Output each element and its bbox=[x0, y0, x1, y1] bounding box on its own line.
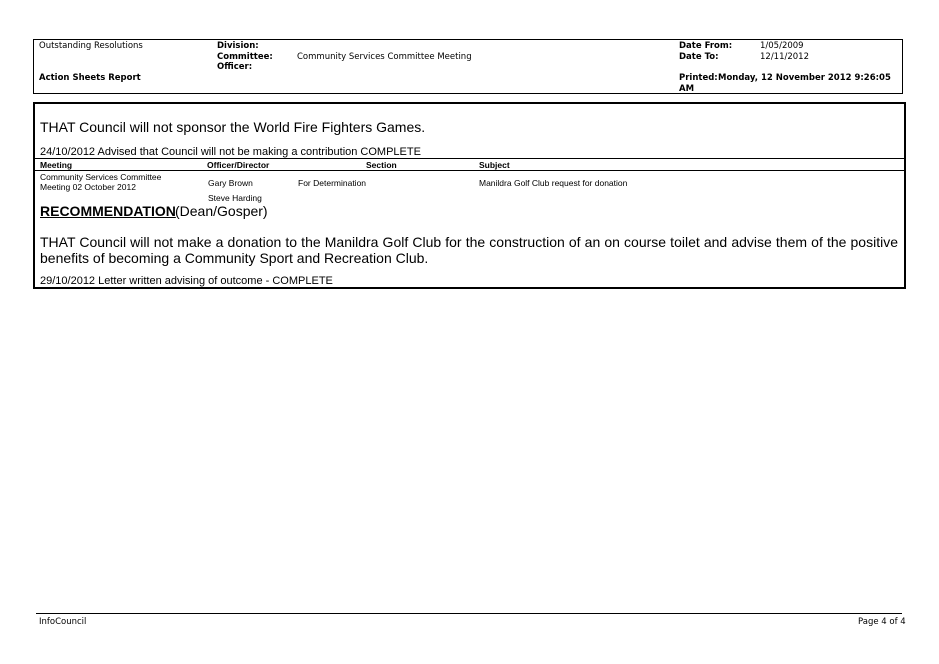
meeting-line2: Meeting 02 October 2012 bbox=[40, 182, 136, 192]
col-section: Section bbox=[366, 160, 397, 170]
printed-value-cont: AM bbox=[679, 84, 695, 94]
table-header-rule bbox=[35, 170, 905, 171]
previous-note: 24/10/2012 Advised that Council will not be making a contribution COMPLETE bbox=[40, 146, 421, 158]
division-label: Division: bbox=[217, 41, 259, 51]
committee-label: Committee: bbox=[217, 52, 273, 62]
officer-2: Steve Harding bbox=[208, 193, 262, 203]
meeting-line1: Community Services Committee bbox=[40, 172, 162, 182]
officer-label: Officer: bbox=[217, 62, 253, 72]
recommendation-text: THAT Council will not make a donation to the Manildra Golf Club for the construction of an on course toilet and advise them of the positive benefits of becoming a Community Sport and Recreation Club. bbox=[40, 234, 898, 266]
col-officer: Officer/Director bbox=[207, 160, 270, 170]
subject-value: Manildra Golf Club request for donation bbox=[479, 178, 628, 188]
col-meeting: Meeting bbox=[40, 160, 73, 170]
date-from-value: 1/05/2009 bbox=[760, 41, 804, 51]
date-to-label: Date To: bbox=[679, 52, 719, 62]
report-type: Action Sheets Report bbox=[39, 73, 141, 83]
printed-label: Printed: bbox=[679, 73, 718, 83]
committee-value: Community Services Committee Meeting bbox=[297, 52, 472, 62]
recommendation-note: 29/10/2012 Letter written advising of outcome - COMPLETE bbox=[40, 275, 333, 287]
col-subject: Subject bbox=[479, 160, 510, 170]
footer-page-number: Page 4 of 4 bbox=[858, 617, 906, 627]
printed-value: Monday, 12 November 2012 9:26:05 bbox=[718, 73, 891, 83]
table-top-rule bbox=[35, 158, 905, 159]
previous-resolution: THAT Council will not sponsor the World Fire Fighters Games. bbox=[40, 119, 426, 135]
report-name: Outstanding Resolutions bbox=[39, 41, 143, 51]
section-value: For Determination bbox=[298, 178, 367, 188]
recommendation-heading: RECOMMENDATION bbox=[40, 203, 176, 219]
date-to-value: 12/11/2012 bbox=[760, 52, 809, 62]
officer-1: Gary Brown bbox=[208, 178, 253, 188]
footer-app-name: InfoCouncil bbox=[39, 617, 87, 627]
date-from-label: Date From: bbox=[679, 41, 733, 51]
footer-rule bbox=[36, 613, 902, 614]
recommendation-movers: (Dean/Gosper) bbox=[175, 203, 268, 219]
